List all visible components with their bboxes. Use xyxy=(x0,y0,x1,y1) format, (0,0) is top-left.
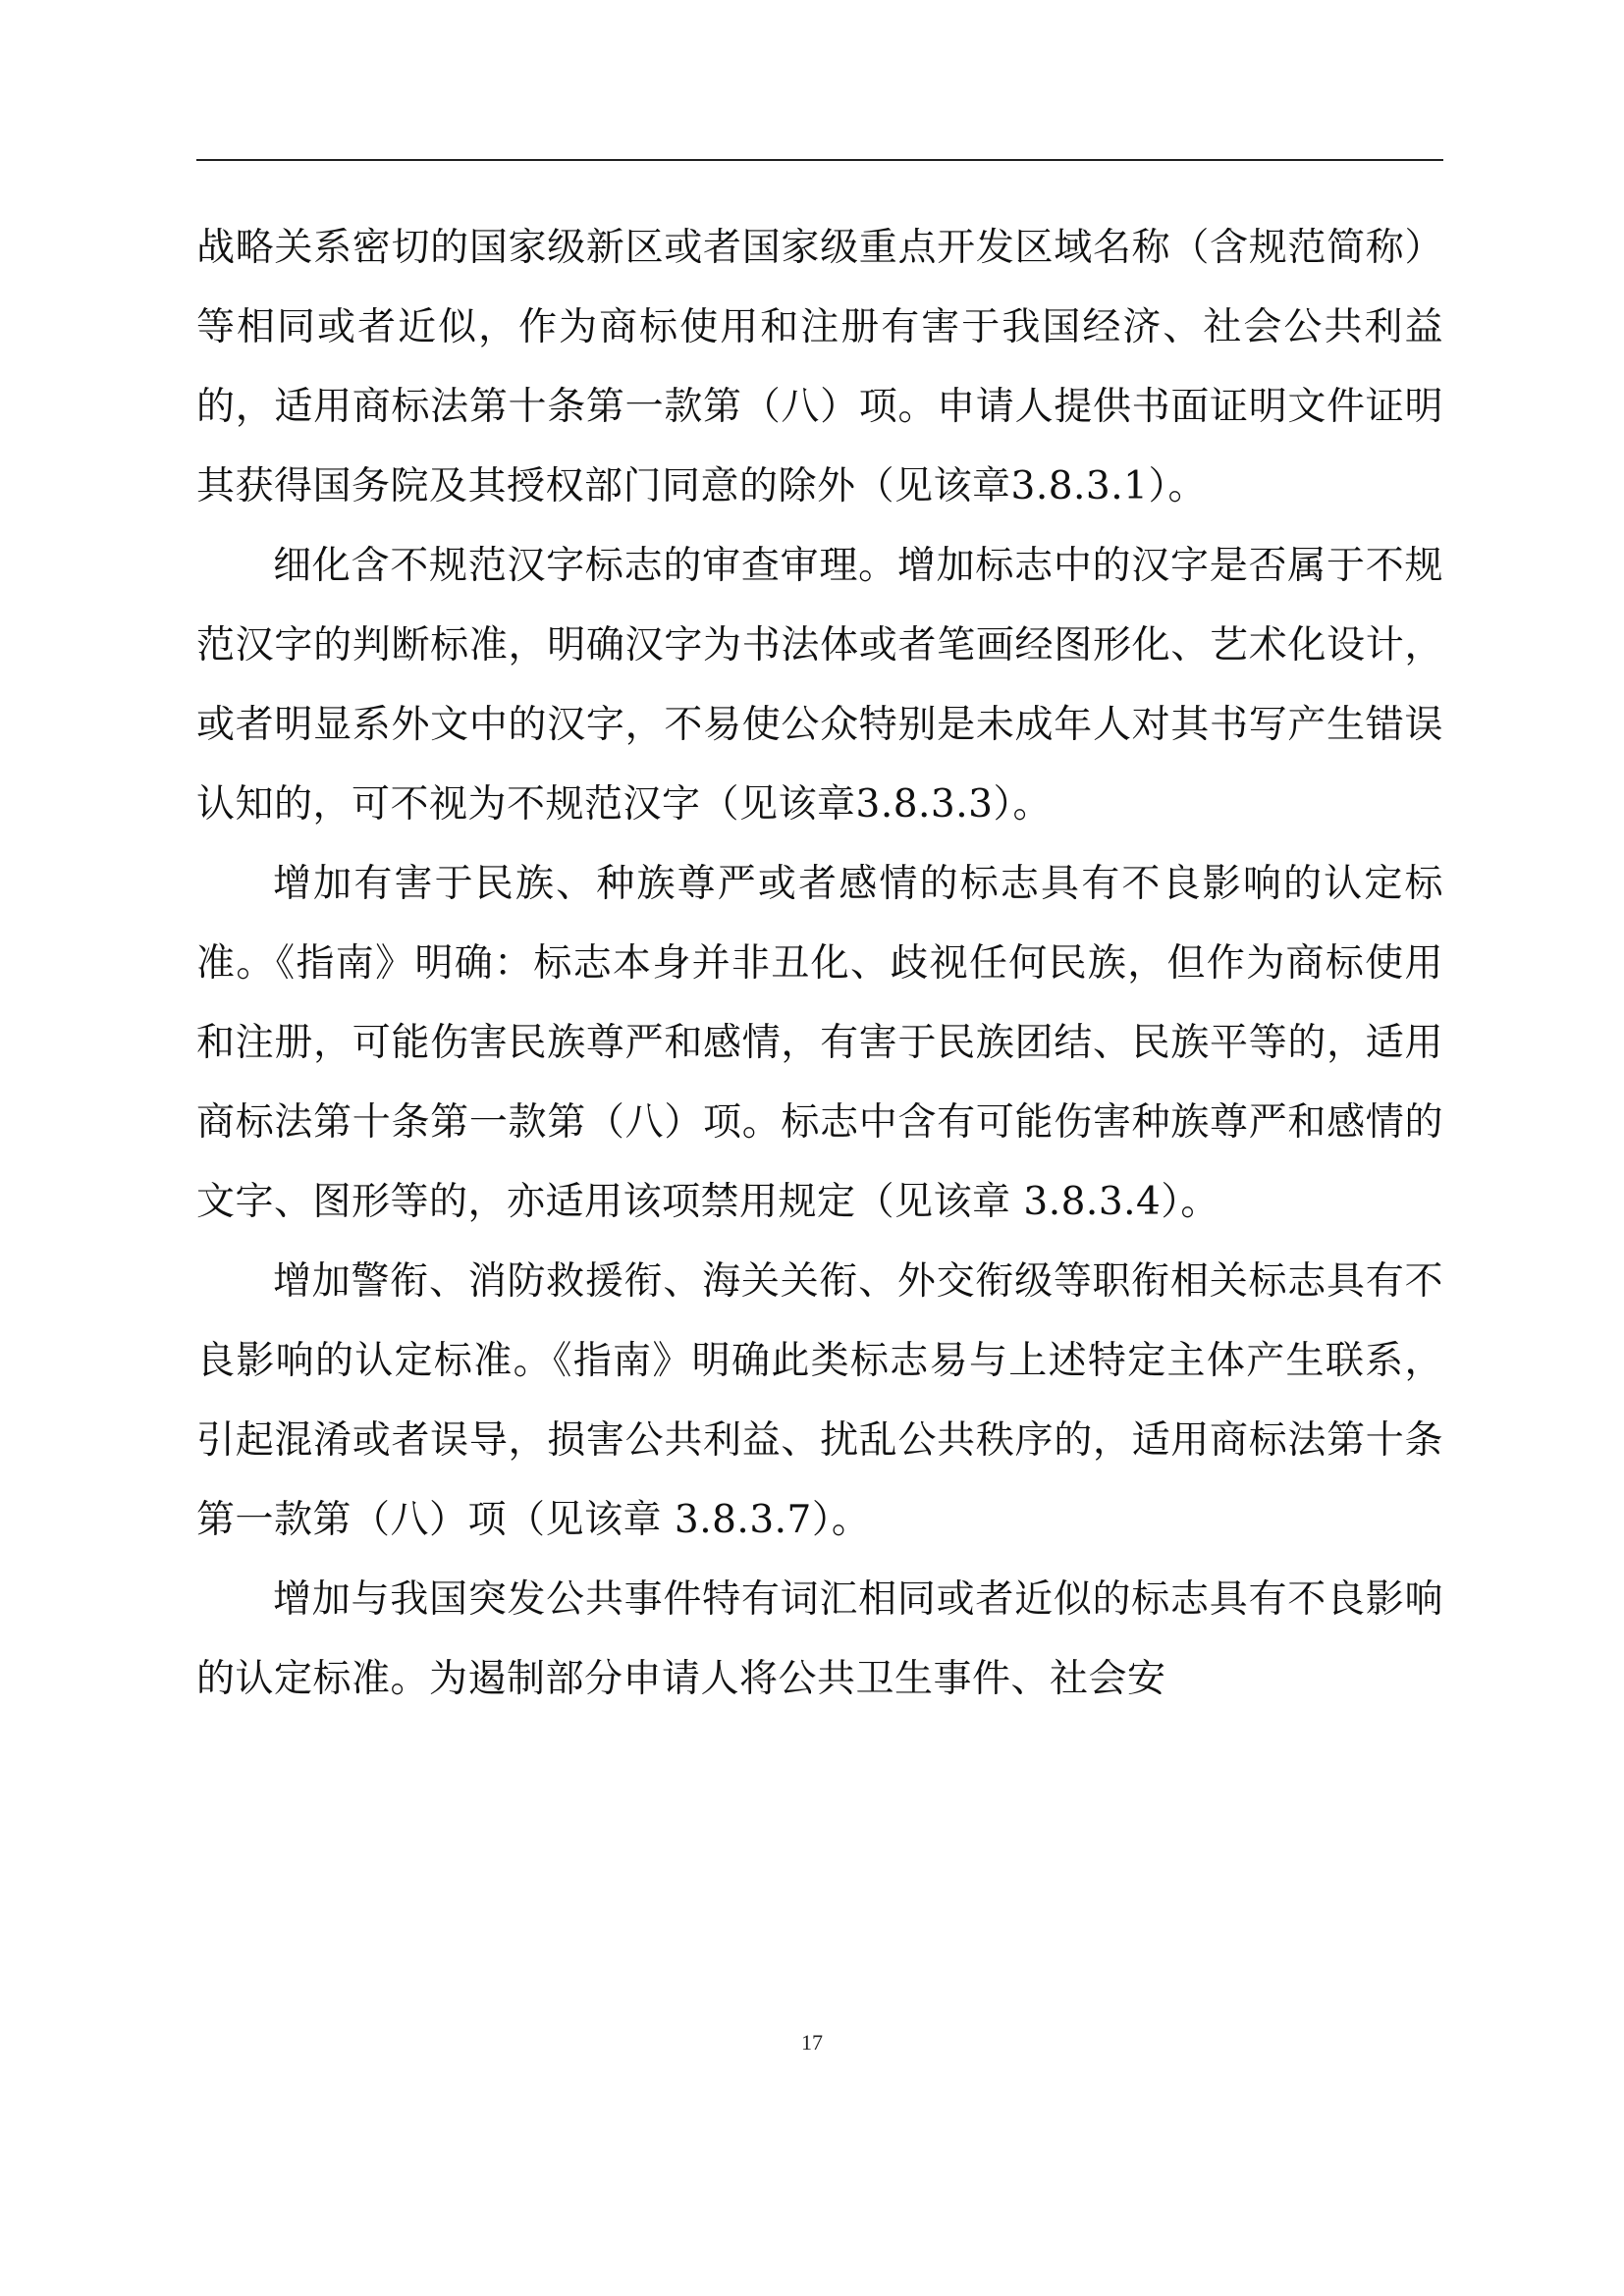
paragraph-ethnic-dignity: 增加有害于民族、种族尊严或者感情的标志具有不良影响的认定标准。《指南》明确：标志本身并非丑化、歧视任何民族，但作为商标使用和注册，可能伤害民族尊严和感情，有害于民族团结、民族平等的，适用商标法第十条第一款第（八）项。标志中含有可能伤害种族尊严和感情的文字、图形等的，亦适用该项禁用规定（见该章 3.8.3.4）。 xyxy=(196,862,1443,1224)
page-number: 17 xyxy=(801,2030,823,2055)
header-rule xyxy=(196,159,1443,161)
document-body xyxy=(196,208,1443,1719)
paragraph-continuation: 战略关系密切的国家级新区或者国家级重点开发区域名称（含规范简称）等相同或者近似，作为商标使用和注册有害于我国经济、社会公共利益的，适用商标法第十条第一款第（八）项。申请人提供书面证明文件证明其获得国务院及其授权部门同意的除外（见该章3.8.3.1）。 xyxy=(196,226,1443,508)
paragraph-rank-titles: 增加警衔、消防救援衔、海关关衔、外交衔级等职衔相关标志具有不良影响的认定标准。《指南》明确此类标志易与上述特定主体产生联系，引起混淆或者误导，损害公共利益、扰乱公共秩序的，适用商标法第十条第一款第（八）项（见该章 3.8.3.7）。 xyxy=(196,1259,1443,1542)
paragraph-public-emergency: 增加与我国突发公共事件特有词汇相同或者近似的标志具有不良影响的认定标准。为遏制部分申请人将公共卫生事件、社会安 xyxy=(196,1577,1443,1701)
paragraph-nonstandard-chinese: 细化含不规范汉字标志的审查审理。增加标志中的汉字是否属于不规范汉字的判断标准，明确汉字为书法体或者笔画经图形化、艺术化设计，或者明显系外文中的汉字，不易使公众特别是未成年人对其书写产生错误认知的，可不视为不规范汉字（见该章3.8.3.3）。 xyxy=(196,544,1443,827)
